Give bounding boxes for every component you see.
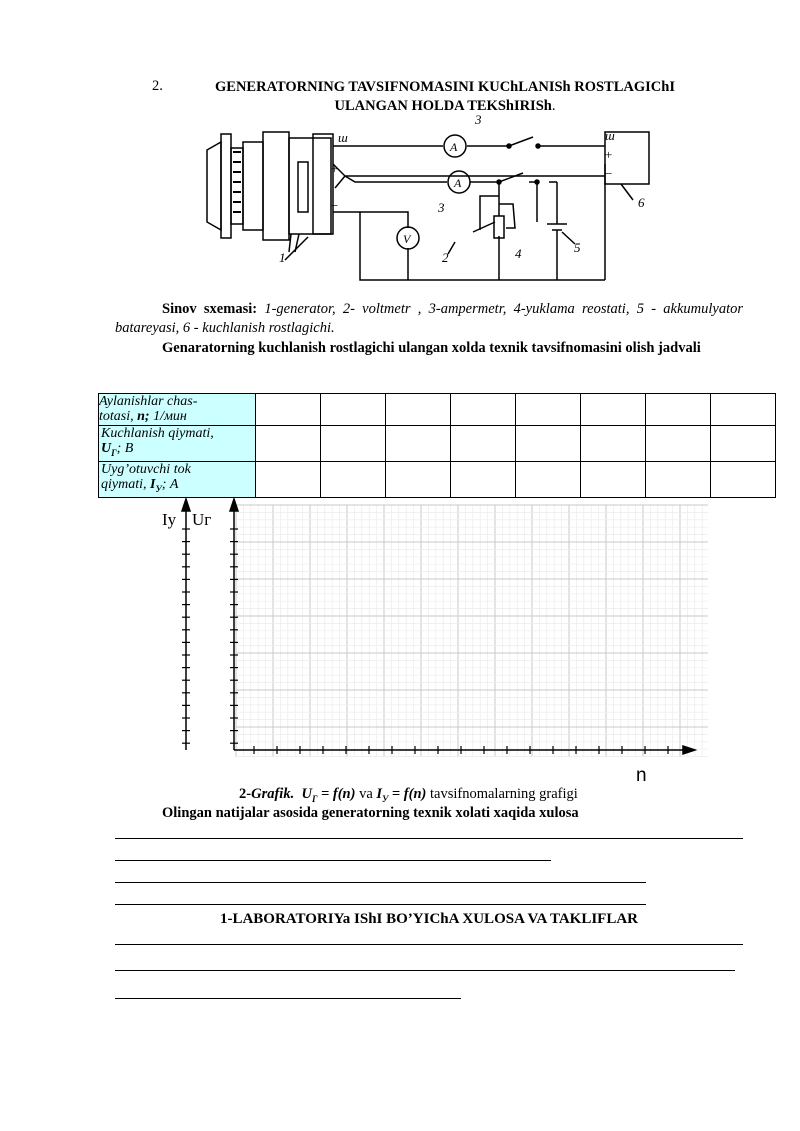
label-3-bottom: 3	[438, 200, 445, 215]
answer-line[interactable]	[115, 860, 551, 861]
label-minus-left: −	[331, 198, 339, 213]
caption-f1-rest: = f(n)	[317, 786, 356, 802]
voltmeter-symbol: V	[403, 232, 411, 246]
answer-line[interactable]	[115, 838, 743, 839]
table-cell[interactable]	[321, 394, 386, 426]
table-cell[interactable]	[581, 426, 646, 462]
table-cell[interactable]	[581, 461, 646, 497]
label-sh-left: ш	[338, 130, 348, 145]
table-cell[interactable]	[321, 461, 386, 497]
caption-f1: U	[301, 786, 312, 802]
table-cell[interactable]	[451, 426, 516, 462]
table-row	[99, 394, 776, 426]
section-title-line-2: ULANGAN HOLDA TEKShIRISh.	[334, 98, 556, 114]
conclusion-heading: Olingan natijalar asosida generatorning texnik xolati xaqida xulosa	[162, 805, 579, 821]
label-plus-left: +	[331, 161, 339, 176]
row-header-rpm	[99, 394, 256, 426]
ammeter-bottom-symbol: A	[454, 176, 462, 190]
label-minus-right: −	[605, 166, 613, 181]
table-cell[interactable]	[646, 461, 711, 497]
answer-line[interactable]	[115, 904, 646, 905]
table-cell[interactable]	[581, 394, 646, 426]
label-plus-right: +	[605, 147, 613, 162]
table-cell[interactable]	[711, 426, 776, 462]
row-header-text: Uyg’otuvchi tok	[101, 461, 191, 477]
blank-graph	[150, 495, 710, 790]
row-header-voltage	[99, 426, 256, 462]
table-cell[interactable]	[256, 394, 321, 426]
row-header-subscript: Г	[111, 447, 117, 458]
graph-axes	[182, 499, 695, 754]
table-cell[interactable]	[646, 426, 711, 462]
label-4: 4	[515, 246, 522, 261]
table-cell[interactable]	[451, 461, 516, 497]
table-cell[interactable]	[256, 426, 321, 462]
label-2: 2	[442, 250, 449, 265]
table-title: Genaratorning kuchlanish rostlagichi ulangan xolda texnik tavsifnomasini olish jadvali	[162, 340, 701, 356]
y-axis-left-arrow	[182, 499, 190, 511]
x-axis-arrow	[683, 746, 695, 754]
table-cell[interactable]	[386, 461, 451, 497]
label-6: 6	[638, 195, 645, 210]
caption-rest: tavsifnomalarning grafigi	[426, 786, 578, 802]
caption-f1-sub: Г	[311, 793, 318, 804]
section-title-line-2-text: ULANGAN HOLDA TEKShIRISh	[334, 98, 552, 114]
table-cell[interactable]	[711, 461, 776, 497]
data-table	[98, 393, 776, 498]
y-axis-label-voltage: Uг	[192, 510, 212, 529]
table-cell[interactable]	[321, 426, 386, 462]
answer-line[interactable]	[115, 970, 735, 971]
battery-icon	[537, 182, 567, 280]
legend-paragraph	[115, 300, 743, 338]
row-header-subscript: У	[155, 483, 162, 494]
table-row	[99, 426, 776, 462]
x-axis-label: n	[636, 765, 647, 786]
caption-f2-sub: У	[382, 793, 389, 804]
label-sh-right: ш	[605, 128, 615, 143]
row-header-text: Aylanishlar chas-	[99, 394, 198, 409]
table-cell[interactable]	[386, 394, 451, 426]
table-cell[interactable]	[646, 394, 711, 426]
y-axis-label-current: Iy	[162, 510, 177, 529]
row-header-unit: ; A	[161, 476, 179, 492]
legend-label: Sinov sxemasi:	[162, 301, 258, 317]
circuit-diagram	[195, 112, 665, 287]
generator-icon	[207, 132, 333, 260]
section-title-line-1: GENERATORNING TAVSIFNOMASINI KUChLANISh ROSTLAGIChI	[215, 79, 675, 95]
label-1: 1	[279, 250, 286, 265]
graph-caption	[239, 786, 578, 804]
caption-grafik: Grafik.	[251, 786, 295, 802]
graph-ticks	[182, 529, 668, 754]
label-3-top: 3	[475, 112, 482, 127]
caption-f2-rest: = f(n)	[388, 786, 427, 802]
table-cell[interactable]	[451, 394, 516, 426]
table-row	[99, 461, 776, 497]
label-5: 5	[574, 240, 581, 255]
caption-number: 2-	[239, 786, 252, 802]
row-header-symbol: U	[101, 441, 112, 456]
table-cell[interactable]	[516, 426, 581, 462]
row-header-unit: ; B	[116, 441, 134, 456]
section-number: 2.	[152, 78, 163, 94]
ammeter-top-symbol: A	[450, 140, 458, 154]
table-cell[interactable]	[711, 394, 776, 426]
table-cell[interactable]	[386, 426, 451, 462]
row-header-symbol: n;	[137, 409, 150, 424]
table-cell[interactable]	[516, 394, 581, 426]
caption-f2: I	[376, 786, 383, 802]
row-header-symbol: I	[150, 476, 156, 492]
answer-line[interactable]	[115, 882, 646, 883]
row-header-text: qiymati,	[101, 476, 150, 492]
rheostat-icon	[494, 216, 504, 238]
lab-conclusion-heading: 1-LABORATORIYa IShI BO’YIChA XULOSA VA TAKLIFLAR	[219, 911, 639, 927]
answer-line[interactable]	[115, 998, 461, 999]
caption-va: va	[355, 786, 377, 802]
row-header-unit: 1/мин	[149, 409, 187, 424]
row-header-text: Kuchlanish qiymati,	[101, 426, 214, 441]
answer-line[interactable]	[115, 944, 743, 945]
legend-text: 1-generator, 2- voltmetr , 3-ampermetr, 4-yuklama reostati, 5 - akkumulyator batareyasi, 6 - kuchlanish rostlagichi.	[115, 301, 743, 336]
table-cell[interactable]	[516, 461, 581, 497]
graph-grid	[236, 505, 708, 757]
table-cell[interactable]	[256, 461, 321, 497]
row-header-current	[99, 461, 256, 497]
row-header-text: totasi,	[99, 409, 138, 424]
